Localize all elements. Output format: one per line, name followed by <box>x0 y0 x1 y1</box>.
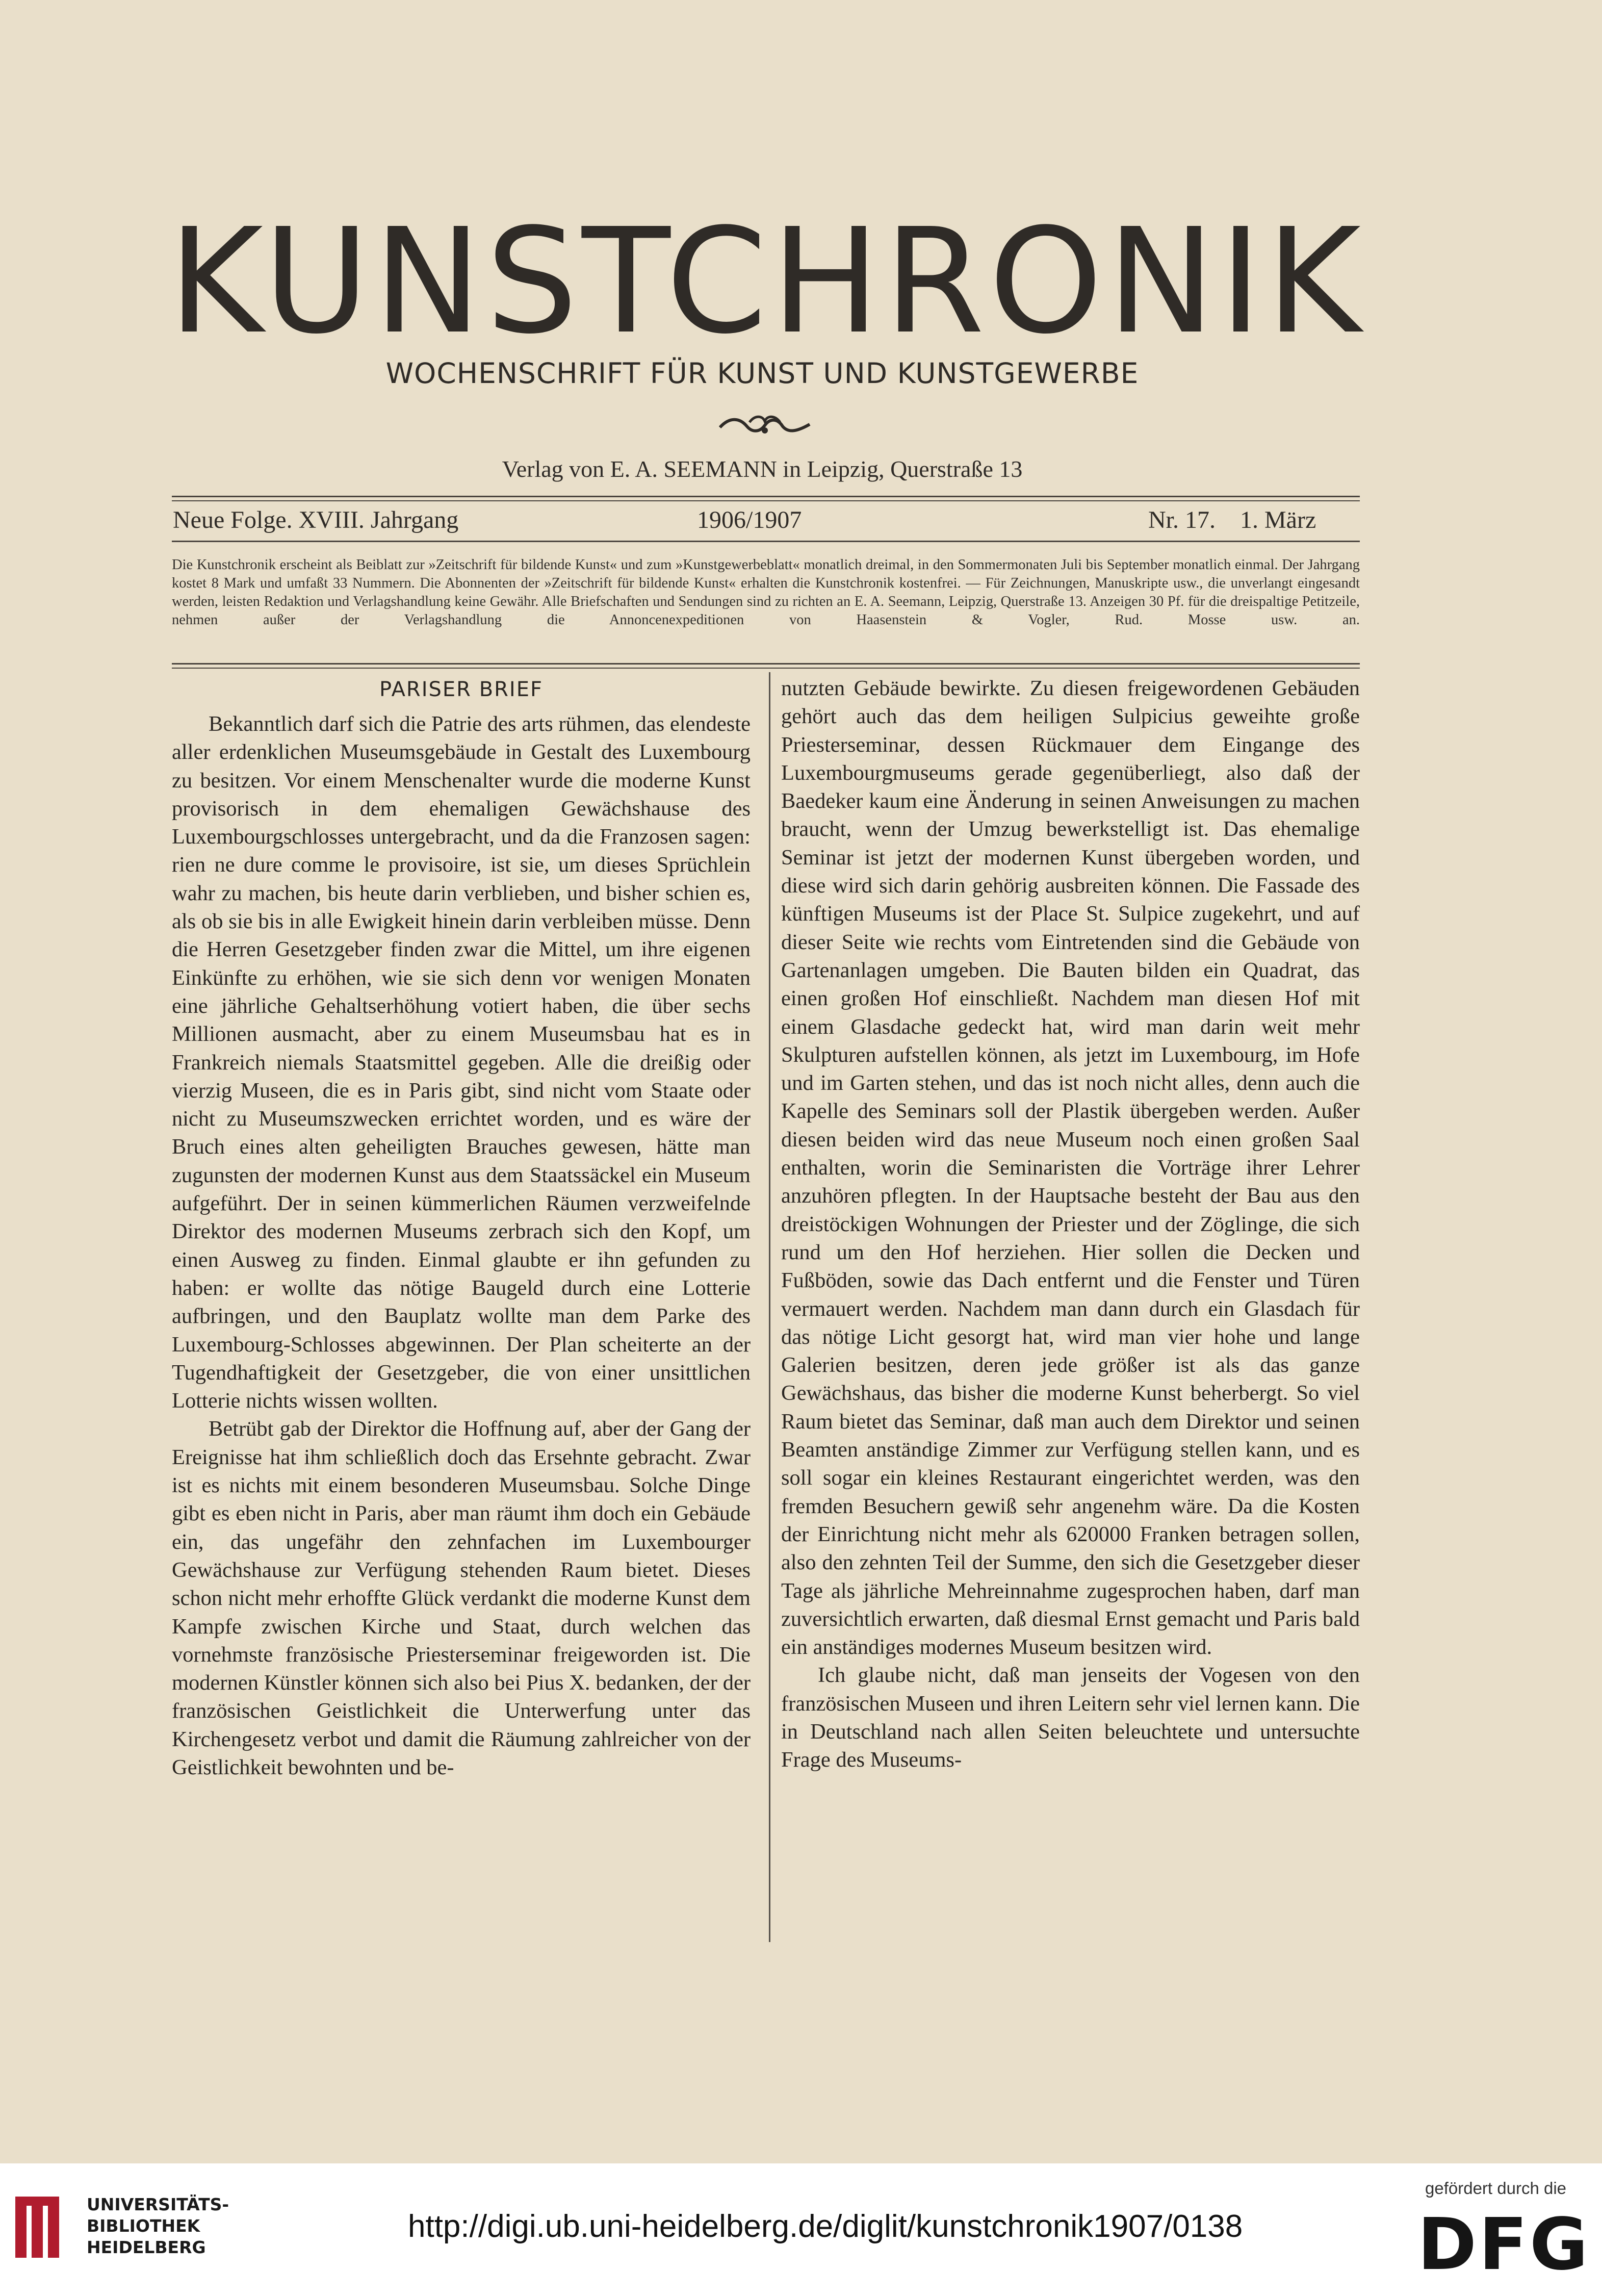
issue-rule <box>172 541 1360 542</box>
issue-date: 1. März <box>1240 506 1316 533</box>
article-paragraph: Ich glaube nicht, daß man jenseits der Vogesen von den französischen Museen und ihren Leitern sehr viel lernen kann. Die in Deutschland nach allen Seiten beleuchtete und untersuchte Frage des Museums- <box>781 1663 1360 1772</box>
issue-line <box>172 506 1360 537</box>
notice-rule-thin <box>172 668 1360 669</box>
issue-years: 1906/1907 <box>697 506 802 533</box>
article-paragraph: Betrübt gab der Direktor die Hoffnung auf, aber der Gang der Ereignisse hat ihm schließlich doch das Ersehnte gebracht. Zwar ist es nichts mit einem besonderen Museumsbau. Solche Dinge gibt es eben nicht in Paris, aber man räumt ihm doch ein Gebäude ein, das ungefähr den zehnfachen im Luxembourger Gewächshause zur Verfügung stehenden Raum bietet. Dieses schon nicht mehr erhoffte Glück verdankt die moderne Kunst dem Kampfe zwischen Kirche und Staat, durch welchen das vornehmste französische Priesterseminar freigeworden ist. Die modernen Künstler können sich also bei Pius X. bedanken, der der französischen Geistlichkeit die Unterwerfung unter das Kirchengesetz verbot und damit die Räumung zahlreicher von der Geistlichkeit bewohnten und be- <box>172 1417 751 1779</box>
masthead-subtitle: WOCHENSCHRIFT FÜR KUNST UND KUNSTGEWERBE <box>385 357 1139 390</box>
header-rule-top-thin <box>172 500 1360 501</box>
issue-number: Nr. 17. <box>1148 506 1216 533</box>
institution-line: BIBLIOTHEK <box>87 2216 200 2236</box>
notice-rule <box>172 663 1360 665</box>
subscription-notice: Die Kunstchronik erscheint als Beiblatt zur »Zeitschrift für bildende Kunst« und zum »Kunstgewerbeblatt« monatlich dreimal, in den Sommermonaten Juli bis September monatlich einmal. Der Jahrgang kostet 8 Mark und umfaßt 33 Nummern. Die Abonnenten der »Zeitschrift für bildende Kunst« erhalten die Kunstchronik kostenfrei. — Für Zeichnungen, Manuskripte usw., die unverlangt eingesandt werden, leisten Redaktion und Verlagshandlung keine Gewähr. Alle Briefschaften und Sendungen sind zu richten an E. A. Seemann, Leipzig, Querstraße 13. Anzeigen 30 Pf. für die dreispaltige Petitzeile, nehmen außer der Verlagshandlung die Annoncenexpeditionen von Haasenstein & Vogler, Rud. Mosse usw. an. <box>172 557 1360 628</box>
column-divider <box>769 672 770 1942</box>
article-column-right <box>781 674 1360 1774</box>
issue-series: Neue Folge. XVIII. Jahrgang <box>173 506 459 533</box>
ornament-icon <box>719 412 811 441</box>
permalink-url[interactable]: http://digi.ub.uni-heidelberg.de/diglit/kunstchronik1907/0138 <box>408 2209 1243 2244</box>
institution-line: HEIDELBERG <box>87 2237 206 2257</box>
dfg-logo: DFG <box>1417 2203 1590 2286</box>
article-column-left <box>172 674 751 1781</box>
article-paragraph: Bekanntlich darf sich die Patrie des arts rühmen, das elendeste aller erdenklichen Museumsgebäude in Gestalt des Luxembourg zu besitzen. Vor einem Menschenalter wurde die moderne Kunst provisorisch in dem ehemaligen Gewächshause des Luxembourgschlosses untergebracht, und da die Franzosen sagen: rien ne dure comme le provisoire, ist sie, um dieses Sprüchlein wahr zu machen, bis heute darin verblieben, und bisher schien es, als ob sie bis in alle Ewigkeit hinein darin verbleiben müsse. Denn die Herren Gesetzgeber finden zwar die Mittel, um ihre eigenen Einkünfte zu erhöhen, wie sie sich denn vor wenigen Monaten eine jährliche Gehaltserhöhung votiert haben, die über sechs Millionen ausmacht, aber zu einem Museumsbau hat es in Frankreich niemals Staatsmittel gegeben. Alle die dreißig oder vierzig Museen, die es in Paris gibt, sind nicht vom Staate oder nicht zu Museumszwecken errichtet worden, und es wäre der Bruch eines alten geheiligten Brauches gewesen, hätte man zugunsten der modernen Kunst aus dem Staatssäckel ein Museum aufgeführt. Der in seinen kümmerlichen Räumen verzweifelnde Direktor des modernen Museums zerbrach sich den Kopf, um einen Ausweg zu finden. Einmal glaubte er ihn gefunden zu haben: er wollte das nötige Baugeld durch eine Lotterie aufbringen, und den Bauplatz wollte man dem Parke des Luxembourg-Schlosses abgewinnen. Der Plan scheiterte an der Tugendhaftigkeit der Gesetzgeber, die von einer unsittlichen Lotterie nichts wissen wollten. <box>172 712 751 1413</box>
article-heading: PARISER BRIEF <box>379 678 543 701</box>
article-paragraph: nutzten Gebäude bewirkte. Zu diesen freigewordenen Gebäuden gehört auch das dem heiligen Sulpicius geweihte große Priesterseminar, dessen Rückmauer dem Eingange des Luxembourgmuseums gerade gegenüberliegt, also daß der Baedeker kaum eine Änderung in seinen Anweisungen zu machen braucht, wenn der Umzug bewerkstelligt ist. Das ehemalige Seminar ist jetzt der modernen Kunst übergeben worden, und diese wird sich darin gehörig ausbreiten können. Die Fassade des künftigen Museums ist der Place St. Sulpice zugekehrt, und auf dieser Seite wie rechts vom Eintretenden sind die Gebäude von Gartenanlagen umgeben. Die Bauten bilden ein Quadrat, das einen großen Hof einschließt. Nachdem man diesen Hof mit einem Glasdache gedeckt hat, wird man darin weit mehr Skulpturen aufstellen können, als jetzt im Luxembourg, im Hofe und im Garten stehen, und das ist noch nicht alles, denn auch die Kapelle des Seminars soll der Plastik übergeben werden. Außer diesen beiden wird das neue Museum noch einen großen Saal enthalten, worin die Seminaristen die Vorträge ihrer Lehrer anzuhören pflegten. In der Hauptsache besteht der Bau aus den dreistöckigen Wohnungen der Priester und der Zöglinge, die sich rund um den Hof herziehen. Hier sollen die Decken und Fußböden, sowie das Dach entfernt und die Fenster und Türen vermauert werden. Nachdem man dann durch ein Glasdach für das nötige Licht gesorgt hat, wird man vier hohe und lange Galerien besitzen, deren jede größer ist als das ganze Gewächshaus, das bisher die moderne Kunst beherbergt. So viel Raum bietet das Seminar, daß man auch dem Direktor und seinen Beamten anständige Zimmer zur Verfügung stellen kann, und es soll sogar ein kleines Restaurant eingerichtet werden, was den fremden Besuchern gewiß sehr angenehm wäre. Da die Kosten der Einrichtung nicht mehr als 620000 Franken betragen sollen, also den zehnten Teil der Summe, den sich die Gesetzgeber dieser Tage als jährliche Mehreinnahme zugesprochen haben, darf man zuversichtlich erwarten, daß diesmal Ernst gemacht und Paris bald ein anständiges modernes Museum besitzen wird. <box>781 676 1360 1660</box>
institution-name <box>87 2194 229 2258</box>
masthead-title: KUNSTCHRONIK <box>168 197 1365 366</box>
publisher-line: Verlag von E. A. SEEMANN in Leipzig, Querstraße 13 <box>502 456 1023 482</box>
header-rule-top <box>172 496 1360 497</box>
institution-line: UNIVERSITÄTS- <box>87 2195 229 2214</box>
funded-by-label: gefördert durch die <box>1425 2179 1567 2198</box>
digitization-footer <box>0 2163 1602 2296</box>
university-library-logo-icon <box>10 2186 71 2268</box>
